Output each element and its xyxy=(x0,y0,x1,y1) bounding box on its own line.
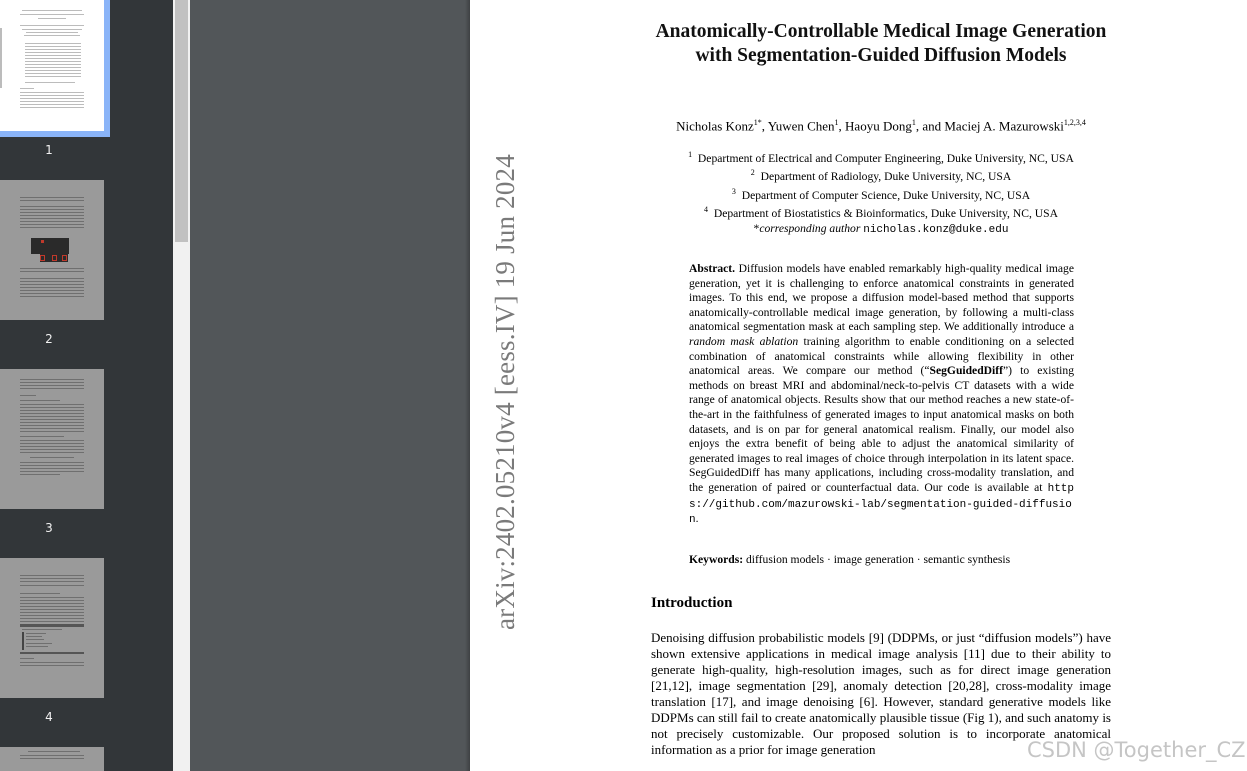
corresponding-email[interactable]: nicholas.konz@duke.edu xyxy=(863,223,1009,236)
watermark: CSDN @Together_CZ xyxy=(1027,738,1246,762)
page-thumbnail-1[interactable] xyxy=(0,0,110,137)
document-viewer-background xyxy=(190,0,470,771)
abstract-text: ”) to existing methods on breast MRI and abdominal/neck-to-pelvis CT datasets with a wide range of anatomical objects. Results show that our method reaches a new state-of-the-art in the faithfulness of generated images to input anatomical masks on both datasets, and is on par for general anatomical realism. Finally, our model also enjoys the extra benefit of being able to adjust the anatomical similarity of generated images to real images of choice through interpolation in its latent space. SegGuidedDiff has many applications, including cross-modality translation, and the generation of paired or counterfactual data. Our code is available at xyxy=(689,364,1074,494)
affiliations xyxy=(651,148,1111,237)
method-name: SegGuidedDiff xyxy=(929,364,1003,378)
page-number-label: 3 xyxy=(45,521,53,535)
page-number-label: 1 xyxy=(45,143,53,157)
affiliation-line xyxy=(651,185,1111,203)
author-affiliation-marker: 1* xyxy=(753,118,762,127)
sidebar-scrollbar-thumb[interactable] xyxy=(175,0,188,242)
affiliation-text: Department of Biostatistics & Bioinformatics, Duke University, NC, USA xyxy=(713,207,1058,221)
keywords-label: Keywords: xyxy=(689,553,744,566)
affiliation-line xyxy=(651,148,1111,166)
corresponding-author-line xyxy=(651,222,1111,238)
author-separator: , and xyxy=(915,118,945,134)
keywords xyxy=(689,553,1074,566)
author-name: Haoyu Dong xyxy=(845,118,912,134)
keywords-text: diffusion models · image generation · semantic synthesis xyxy=(743,553,1011,566)
paper-title: Anatomically-Controllable Medical Image Generation with Segmentation-Guided Diffusion Models xyxy=(655,21,1107,66)
abstract-text: Diffusion models have enabled remarkably high-quality medical image generation, yet it is challenging to enforce anatomical constraints in generated images. To this end, we propose a diffusion model-based method that supports anatomically-controllable medical image generation, by following a multi-class anatomical segmentation mask at each sampling step. We additionally introduce a xyxy=(689,262,1074,334)
affiliation-number: 3 xyxy=(731,186,736,196)
affiliation-number: 4 xyxy=(704,205,709,215)
thumbnail-sidebar xyxy=(0,0,173,771)
affiliation-number: 2 xyxy=(750,168,755,178)
abstract-italic-term: random mask ablation xyxy=(689,334,799,348)
affiliation-line xyxy=(651,203,1111,221)
page-thumbnail-4[interactable] xyxy=(0,558,104,698)
author-list xyxy=(651,118,1111,134)
affiliation-text: Department of Electrical and Computer Engineering, Duke University, NC, USA xyxy=(697,151,1074,165)
page-number-label: 2 xyxy=(45,332,53,346)
abstract-text: training algorithm to enable conditioning on a selected combination of anatomical constraints while allowing flexibility in other anatomical areas. We compare our method (“ xyxy=(689,334,1074,378)
affiliation-line xyxy=(651,166,1111,184)
author-name: Yuwen Chen xyxy=(767,118,835,134)
abstract-end: . xyxy=(695,512,699,526)
author-separator: , xyxy=(761,118,768,134)
author-separator: , xyxy=(838,118,846,134)
affiliation-number: 1 xyxy=(688,150,693,159)
abstract-heading: Abstract. xyxy=(689,262,736,275)
author-affiliation-marker: 1 xyxy=(911,118,916,127)
corresponding-label: corresponding author xyxy=(759,221,861,235)
author-name: Maciej A. Mazurowski xyxy=(944,118,1064,134)
affiliation-text: Department of Computer Science, Duke University, NC, USA xyxy=(741,188,1031,202)
author-affiliation-marker: 1 xyxy=(834,118,839,127)
introduction-paragraph: Denoising diffusion probabilistic models [9] (DDPMs, or just “diffusion models”) have shown extensive applications in medical image analysis [11] due to their ability to generate high-quality, high-resolution images, such as for direct image generation [21,12], image segmentation [29], anomaly detection [20,28], cross-modality image translation [17], and image denoising [6]. However, standard generative models like DDPMs can still fail to create anatomically plausible tissue (Fig 1), and such anatomy is not precisely customizable. Our proposed solution is to incorporate anatomical information as a prior for image generation xyxy=(651,630,1111,757)
page-thumbnail-2[interactable] xyxy=(0,180,104,320)
author-name: Nicholas Konz xyxy=(676,118,754,134)
page-thumbnail-3[interactable] xyxy=(0,369,104,509)
section-heading-introduction: Introduction xyxy=(651,595,733,611)
page-number-label: 4 xyxy=(45,710,53,724)
affiliation-text: Department of Radiology, Duke University, NC, USA xyxy=(760,170,1012,184)
code-link[interactable]: https://github.com/mazurowski-lab/segmentation-guided-diffusion xyxy=(689,482,1074,527)
corresponding-marker: * xyxy=(753,221,760,235)
author-affiliation-marker: 1,2,3,4 xyxy=(1063,118,1086,127)
arxiv-stamp: arXiv:2402.05210v4 [eess.IV] 19 Jun 2024 xyxy=(490,154,520,630)
abstract xyxy=(689,262,1074,528)
page-thumbnail-5[interactable] xyxy=(0,747,104,771)
